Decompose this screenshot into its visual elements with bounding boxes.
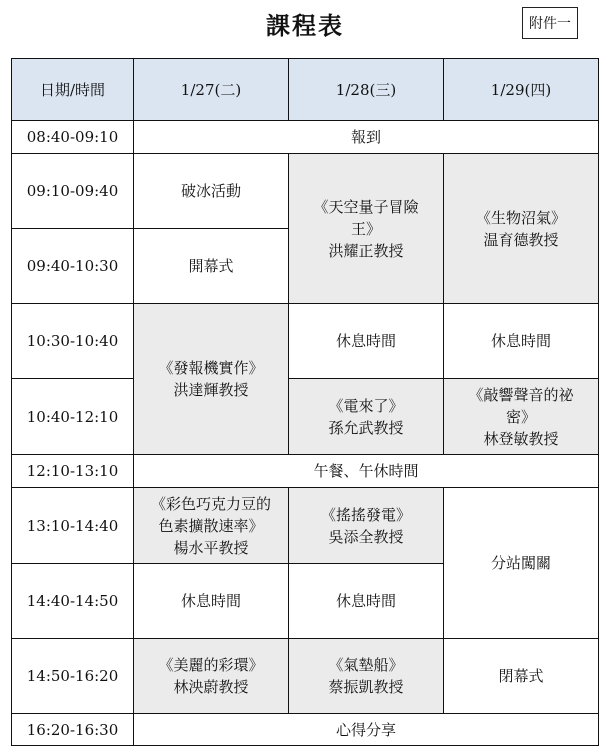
course-professor: 林登敏教授 bbox=[483, 429, 559, 448]
course-professor: 楊水平教授 bbox=[173, 538, 249, 557]
event-cell: 閉幕式 bbox=[444, 639, 599, 714]
course-cell bbox=[289, 379, 444, 455]
course-title-cont: 王》 bbox=[350, 219, 381, 238]
event-cell: 開幕式 bbox=[134, 229, 289, 304]
table-row bbox=[12, 639, 599, 714]
course-title: 《天空量子冒險 bbox=[313, 197, 419, 216]
event-cell: 分站闖關 bbox=[444, 488, 599, 639]
course-professor: 温育德教授 bbox=[483, 230, 559, 249]
table-row bbox=[12, 379, 599, 455]
course-title: 《生物沼氣》 bbox=[475, 208, 566, 227]
time-cell: 16:20-16:30 bbox=[12, 714, 134, 746]
course-title: 《電來了》 bbox=[328, 396, 404, 415]
event-cell: 破冰活動 bbox=[134, 154, 289, 229]
table-row bbox=[12, 121, 599, 154]
time-cell: 14:50-16:20 bbox=[12, 639, 134, 714]
column-header-day3: 1/29(四) bbox=[444, 59, 599, 121]
course-cell bbox=[289, 154, 444, 304]
course-cell bbox=[444, 154, 599, 304]
course-professor: 林泱蔚教授 bbox=[173, 678, 249, 696]
column-header-time: 日期/時間 bbox=[12, 59, 134, 121]
schedule-table bbox=[11, 58, 599, 746]
course-professor: 洪耀正教授 bbox=[328, 241, 404, 260]
attachment-label: 附件一 bbox=[522, 7, 578, 39]
time-cell: 10:40-12:10 bbox=[12, 379, 134, 455]
time-cell: 09:10-09:40 bbox=[12, 154, 134, 229]
table-row bbox=[12, 154, 599, 229]
column-header-day2: 1/28(三) bbox=[289, 59, 444, 121]
break-cell: 休息時間 bbox=[134, 564, 289, 639]
course-professor: 洪達輝教授 bbox=[173, 381, 249, 399]
course-title: 《美麗的彩環》 bbox=[158, 656, 264, 674]
column-header-day1: 1/27(二) bbox=[134, 59, 289, 121]
time-cell: 13:10-14:40 bbox=[12, 488, 134, 564]
break-cell: 休息時間 bbox=[289, 564, 444, 639]
course-title: 《氣墊船》 bbox=[328, 656, 404, 674]
course-title-cont: 密》 bbox=[505, 407, 536, 426]
event-cell: 報到 bbox=[134, 121, 599, 154]
course-title: 《敲響聲音的祕 bbox=[468, 385, 574, 404]
course-title: 《發報機實作》 bbox=[158, 359, 264, 377]
time-cell: 14:40-14:50 bbox=[12, 564, 134, 639]
course-cell bbox=[134, 304, 289, 455]
time-cell: 12:10-13:10 bbox=[12, 455, 134, 488]
course-professor: 蔡振凱教授 bbox=[328, 678, 404, 696]
course-title: 《彩色巧克力豆的 bbox=[150, 494, 271, 513]
event-cell: 心得分享 bbox=[134, 714, 599, 746]
course-cell bbox=[134, 488, 289, 564]
event-cell: 午餐、午休時間 bbox=[134, 455, 599, 488]
course-title: 《搖搖發電》 bbox=[320, 505, 411, 524]
course-professor: 孫允武教授 bbox=[328, 418, 404, 437]
course-cell bbox=[134, 639, 289, 714]
table-row bbox=[12, 488, 599, 564]
course-title-cont: 色素擴散速率》 bbox=[158, 516, 264, 535]
time-cell: 09:40-10:30 bbox=[12, 229, 134, 304]
header-row bbox=[12, 59, 599, 121]
course-cell bbox=[289, 488, 444, 564]
course-cell bbox=[289, 639, 444, 714]
break-cell: 休息時間 bbox=[444, 304, 599, 379]
course-professor: 吳添全教授 bbox=[328, 527, 404, 546]
course-cell bbox=[444, 379, 599, 455]
break-cell: 休息時間 bbox=[289, 304, 444, 379]
table-row bbox=[12, 714, 599, 746]
time-cell: 10:30-10:40 bbox=[12, 304, 134, 379]
time-cell: 08:40-09:10 bbox=[12, 121, 134, 154]
page-title: 課程表 bbox=[266, 11, 344, 40]
table-row bbox=[12, 455, 599, 488]
table-row bbox=[12, 304, 599, 379]
